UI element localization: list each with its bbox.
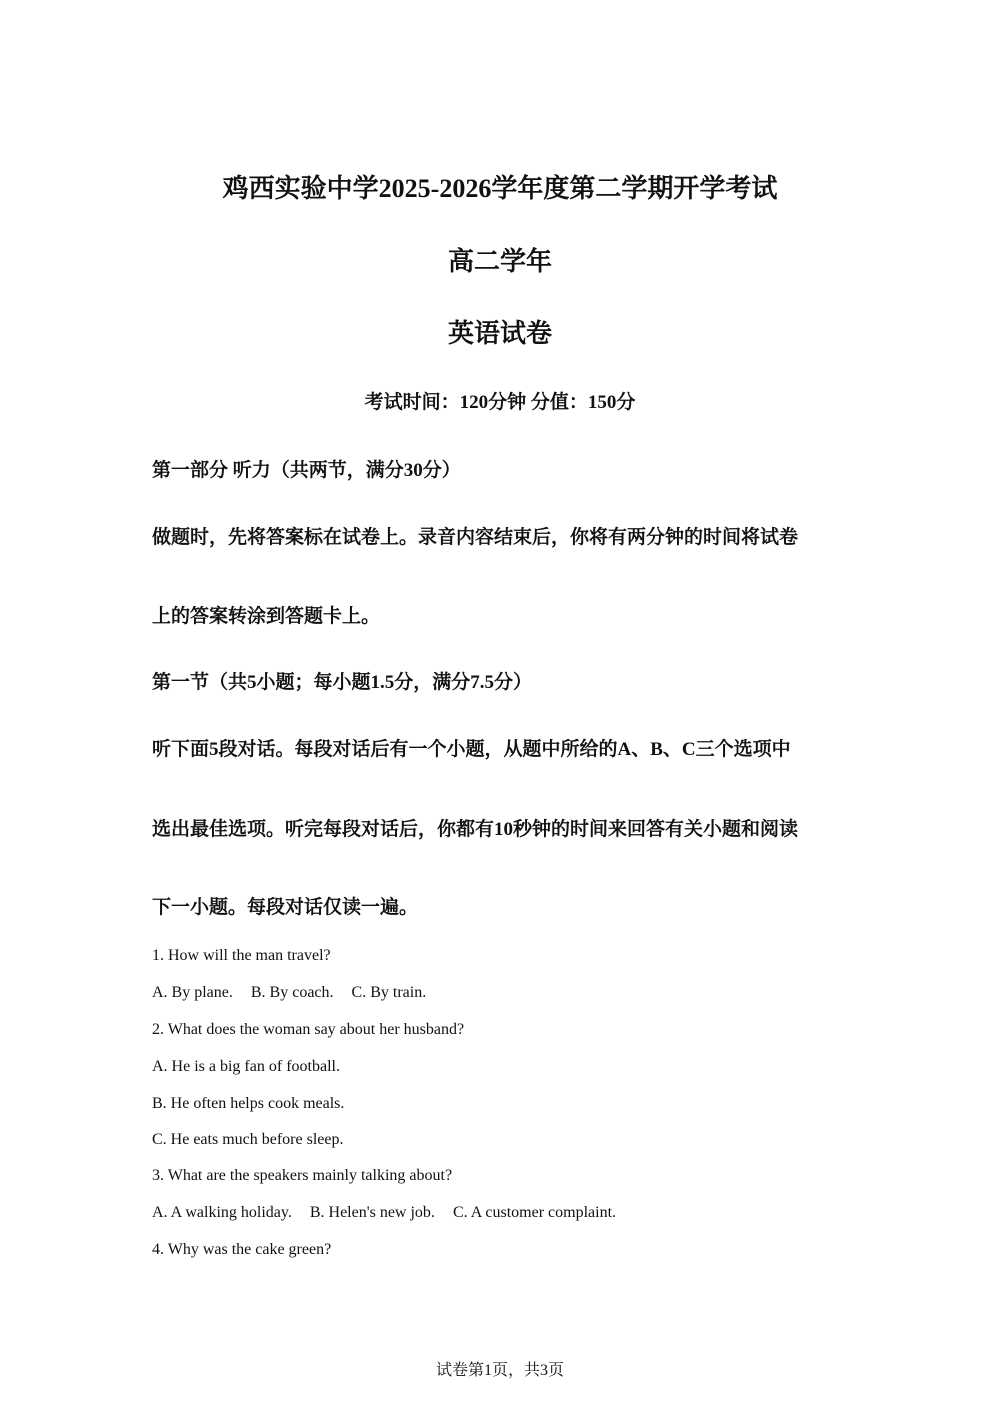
option-c: C. By train. bbox=[351, 984, 427, 1001]
part1-instruction-line2: 上的答案转涂到答题卡上。 bbox=[152, 606, 381, 627]
option-a: A. A walking holiday. bbox=[152, 1204, 292, 1221]
section1-instruction-line3: 下一小题。每段对话仅读一遍。 bbox=[152, 897, 419, 918]
option-c: C. A customer complaint. bbox=[452, 1204, 617, 1221]
section1-heading: 第一节（共5小题；每小题1.5分，满分7.5分） bbox=[152, 672, 533, 693]
section1-instruction-line2: 选出最佳选项。听完每段对话后，你都有10秒钟的时间来回答有关小题和阅读 bbox=[152, 819, 799, 840]
section1-instruction-line1: 听下面5段对话。每段对话后有一个小题，从题中所给的A、B、C三个选项中 bbox=[152, 739, 791, 760]
question-1-options bbox=[152, 984, 444, 1002]
question-1-stem: 1. How will the man travel? bbox=[152, 947, 331, 964]
part1-instruction-line1: 做题时，先将答案标在试卷上。录音内容结束后，你将有两分钟的时间将试卷 bbox=[152, 527, 799, 548]
question-2-option-a: A. He is a big fan of football. bbox=[152, 1058, 340, 1075]
question-4-stem: 4. Why was the cake green? bbox=[152, 1241, 332, 1258]
page-footer: 试卷第1页，共3页 bbox=[435, 1362, 564, 1379]
part1-heading: 第一部分 听力（共两节，满分30分） bbox=[152, 460, 461, 481]
option-b: B. Helen's new job. bbox=[309, 1204, 435, 1221]
exam-info: 考试时间：120分钟 分值：150分 bbox=[364, 392, 636, 413]
option-b: B. By coach. bbox=[250, 984, 334, 1001]
exam-title: 鸡西实验中学2025-2026学年度第二学期开学考试 bbox=[222, 174, 778, 203]
question-3-stem: 3. What are the speakers mainly talking about? bbox=[152, 1167, 453, 1184]
question-2-stem: 2. What does the woman say about her husband? bbox=[152, 1021, 465, 1038]
option-a: A. By plane. bbox=[152, 984, 233, 1001]
question-2-option-b: B. He often helps cook meals. bbox=[152, 1095, 345, 1112]
question-2-option-c: C. He eats much before sleep. bbox=[152, 1131, 344, 1148]
grade-title: 高二学年 bbox=[447, 247, 552, 276]
subject-title: 英语试卷 bbox=[447, 319, 552, 348]
question-3-options bbox=[152, 1204, 634, 1222]
